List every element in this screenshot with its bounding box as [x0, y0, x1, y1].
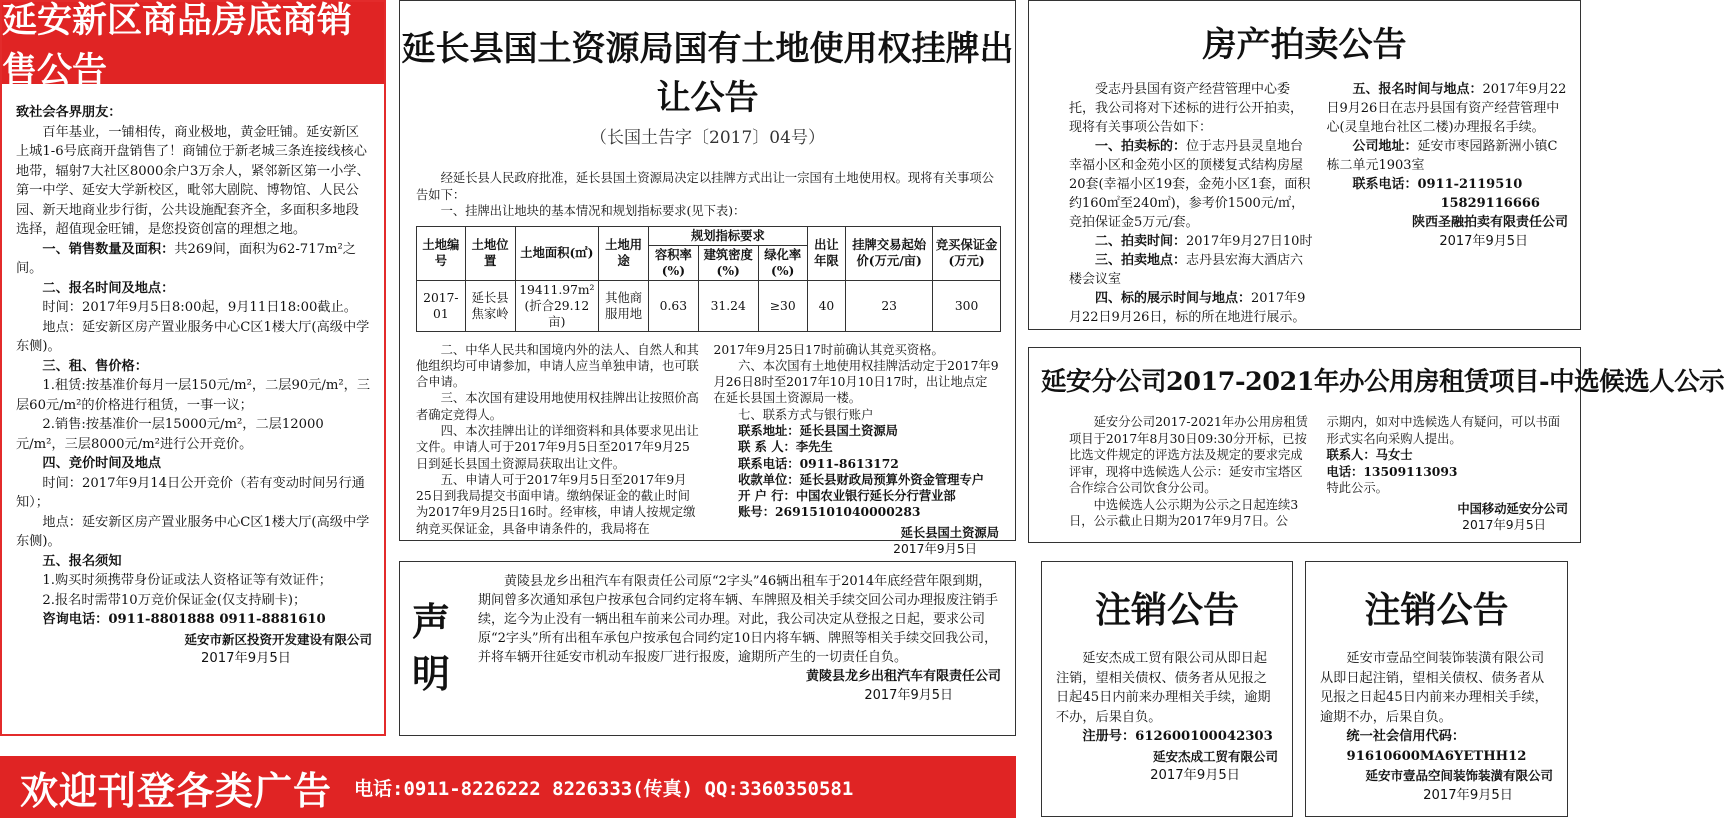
table-header: 容积率(%) — [649, 245, 699, 280]
intro-text: 一、挂牌出让地块的基本情况和规划指标要求(见下表)： — [440, 204, 746, 218]
table-header: 土地用途 — [599, 226, 649, 280]
section-title: 四、标的展示时间与地点： — [1095, 291, 1252, 306]
land-notice-subtitle: （长国土告字〔2017〕04号） — [590, 128, 825, 148]
section-text: 1.租赁:按基准价每月一层150元/m²，二层90元/m²，三层60元/m²的价格进行租赁，一事一议； — [16, 378, 371, 413]
table-cell-text: (折合29.12亩) — [524, 298, 590, 329]
section-title: 一、销售数量及面积： — [42, 241, 175, 257]
section-text: 地点：延安新区房产置业服务中心C区1楼大厅(高级中学东侧)。 — [16, 319, 370, 354]
intro-text: 经延长县人民政府批准，延长县国土资源局决定以挂牌方式出让一宗国有土地使用权。现将有关事项公告如下： — [416, 171, 994, 202]
paragraph: 受志丹县国有资产经营管理中心委托，我公司将对下述标的进行公开拍卖，现将有关事项公告如下： — [1069, 82, 1304, 135]
account: 账号：26915101040000283 — [738, 504, 921, 520]
table-cell-text: 19411.97m² — [519, 282, 595, 297]
cancel-notice-title: 注销公告 — [1094, 589, 1239, 631]
section-text: 时间：2017年9月5日8:00起，9月11日18:00截止。 — [42, 300, 357, 315]
banner-contact: 电话:0911-8226222 8226333(传真) QQ:3360350581 — [354, 777, 854, 800]
section-title: 二、报名时间及地点： — [42, 280, 175, 296]
land-notice — [399, 0, 1016, 557]
table-header: 挂牌交易起始价(万元/亩) — [846, 226, 933, 280]
org-signature: 延长县国土资源局 — [900, 525, 999, 540]
section-title: 二、拍卖时间： — [1095, 234, 1187, 249]
section-text: 2017年9月22日9月26日，标的所在地进行展示。 — [1069, 291, 1306, 325]
land-notice-title: 延长县国土资源局国有土地使用权挂牌出让公告 — [401, 29, 1014, 118]
contact-phone: 联系电话：0911-8613172 — [738, 455, 899, 471]
date: 2017年9月5日 — [1423, 787, 1513, 803]
paragraph: 五、申请人可于2017年9月5日至2017年9月25日到我局提交书面申请。缴纳保证金的截止时间为2017年9月25日16时。经审核，申请人按规定缴纳竞买保证金，具备申请条件的，我局将在 — [416, 472, 696, 536]
table-cell: 40 — [807, 280, 845, 331]
org-signature: 黄陵县龙乡出租汽车有限责任公司 — [805, 669, 1001, 684]
table-cell: 延长县焦家岭 — [465, 280, 515, 331]
paragraph: 七、联系方式与银行账户 — [738, 407, 874, 422]
table-header: 土地编号 — [417, 226, 466, 280]
cancel-text: 延安市壹品空间装饰装潢有限公司从即日起注销，望相关债权、债务者从见报之日起45日内前来办理相关手续，逾期不办，后果自负。 — [1320, 651, 1548, 725]
contact-phone: 电话：13509113093 — [1326, 463, 1458, 479]
table-header: 竞买保证金(万元) — [933, 226, 1001, 280]
statement-text: 黄陵县龙乡出租汽车有限责任公司原“2字头”46辆出租车于2014年底经营年限到期，期间曾多次通知承包户按承包合同约定将车辆、车牌照及相关手续交回公司办理报废注销手续，迄今为止没有一辆出租车前来公司办理。对此，我公司决定从登报之日起，要求公司原“2字头”所有出租车承包户按承包合同约定10日内将车辆、牌照等相关手续交回我公司，并将车辆开往延安市机动车报废厂进行报废，逾期所产生的一切责任自负。 — [478, 574, 999, 665]
paragraph: 二、中华人民共和国境内外的法人、自然人和其他组织均可申请参加，申请人应当单独申请，也可联合申请。 — [416, 342, 699, 390]
table-header: 建筑密度(%) — [698, 245, 758, 280]
section-text: 地点：延安新区房产置业服务中心C区1楼大厅(高级中学东侧)。 — [16, 514, 370, 549]
date: 2017年9月5日 — [1439, 234, 1528, 249]
section-title: 四、竞价时间及地点 — [42, 456, 162, 471]
banner-text: 欢迎刊登各类广告 — [20, 768, 333, 813]
section-title: 三、拍卖地点： — [1095, 253, 1187, 268]
cancel-notice-title: 注销公告 — [1364, 589, 1509, 631]
section-text: 共269间，面积为62-717m²之间。 — [16, 241, 356, 276]
org-signature: 中国移动延安分公司 — [1457, 501, 1568, 516]
auction-notice — [1028, 0, 1581, 330]
section-title: 一、拍卖标的： — [1095, 139, 1187, 154]
section-text: 志丹县宏海大酒店六楼会议室 — [1069, 253, 1304, 287]
credit-code-label: 统一社会信用代码： — [1346, 729, 1466, 744]
section-text: 时间：2017年9月14日公开竞价（若有变动时间另行通知）； — [16, 475, 365, 510]
ad-banner — [0, 756, 1016, 818]
paragraph: 三、本次国有建设用地使用权挂牌出让按照价高者确定竞得人。 — [416, 391, 699, 422]
paragraph: 六、本次国有土地使用权挂牌活动定于2017年9月26日8时至2017年10月10日17时，出让地点定在延长县国土资源局一楼。 — [713, 358, 999, 406]
date: 2017年9月5日 — [893, 542, 977, 557]
lease-notice — [1028, 347, 1724, 543]
org-signature: 延安市壹品空间装饰装潢有限公司 — [1365, 768, 1553, 783]
registration-number: 注册号：612600100042303 — [1082, 729, 1273, 744]
org-signature: 延安市新区投资开发建设有限公司 — [184, 631, 372, 647]
sales-notice-title: 延安新区商品房底商销售公告 — [2, 2, 384, 84]
paragraph: 中选候选人公示期为公示之日起连续3日，公示截止日期为2017年9月7日。公 — [1069, 497, 1299, 528]
paragraph: 示期内，如对中选候选人有疑问，可以书面形式实名向采购人提出。 — [1326, 415, 1561, 446]
contact-phone-2: 15829116666 — [1440, 196, 1540, 211]
cancel-notice-2 — [1305, 561, 1568, 817]
lease-notice-title: 延安分公司2017-2021年办公用房租赁项目-中选候选人公示 — [1041, 367, 1724, 397]
section-text: 位于志丹县灵皇地台幸福小区和金苑小区的顶楼复式结构房屋20套(幸福小区19套，金苑小区1套，面积约160㎡至240㎡)，参考价1500元/㎡，竞拍保证金5万元/套。 — [1069, 139, 1311, 230]
contact-phone: 联系电话：0911-2119510 — [1352, 177, 1523, 192]
payee: 收款单位：延长县财政局预算外资金管理专户 — [738, 471, 985, 487]
table-header: 土地面积(㎡) — [515, 226, 599, 280]
section-title: 公司地址： — [1352, 139, 1418, 154]
date: 2017年9月5日 — [1462, 518, 1546, 532]
org-signature: 陕西圣融拍卖有限责任公司 — [1411, 215, 1568, 230]
date: 2017年9月5日 — [201, 651, 291, 666]
auction-notice-title: 房产拍卖公告 — [1202, 25, 1407, 65]
table-header: 出让年限 — [807, 226, 845, 280]
table-cell: 0.63 — [649, 280, 699, 331]
table-cell: ≥30 — [758, 280, 807, 331]
contact-person: 联 系 人：李先生 — [738, 439, 833, 455]
statement-title: 声明 — [412, 599, 451, 696]
org-signature: 延安杰成工贸有限公司 — [1152, 748, 1278, 764]
paragraph: 四、本次挂牌出让的详细资料和具体要求见出让文件。申请人可于2017年9月5日至2017年9月25日到延长县国土资源局获取出让文件。 — [416, 423, 699, 471]
table-cell: 300 — [933, 280, 1001, 331]
date: 2017年9月5日 — [1150, 768, 1240, 783]
table-cell: 23 — [846, 280, 933, 331]
contact-phone: 咨询电话：0911-8801888 0911-8881610 — [42, 612, 326, 627]
section-text: 2.报名时需带10万竞价保证金(仅支持刷卡)； — [42, 592, 307, 608]
section-text: 延安市枣园路新洲小镇C栋二单元1903室 — [1326, 139, 1558, 173]
bank: 开 户 行：中国农业银行延长分行营业部 — [738, 488, 956, 504]
table-header: 土地位置 — [465, 226, 515, 280]
sales-notice — [0, 0, 386, 736]
table-cell: 31.24 — [698, 280, 758, 331]
statement-notice — [399, 561, 1016, 736]
section-text: 2017年9月22日9月26日在志丹县国有资产经营管理中心(灵皇地台社区二楼)办理报名手续。 — [1326, 82, 1567, 135]
cancel-text: 延安杰成工贸有限公司从即日起注销，望相关债权、债务者从见报之日起45日内前来办理相关手续，逾期不办，后果自负。 — [1056, 651, 1271, 725]
table-header: 规划指标要求 — [649, 226, 808, 245]
section-text: 2017年9月27日10时 — [1186, 234, 1313, 249]
date: 2017年9月5日 — [864, 688, 953, 703]
table-header: 绿化率(%) — [758, 245, 807, 280]
table-cell: 其他商服用地 — [599, 280, 649, 331]
contact-address: 联系地址：延长县国土资源局 — [738, 422, 898, 438]
table-cell — [515, 280, 599, 331]
paragraph: 延安分公司2017-2021年办公用房租赁项目于2017年8月30日09:30分开标，已按比选文件规定的评选方法及规定的要求完成评审，现将中选候选人公示：延安市宝塔区合作综合公司饮食分公司。 — [1069, 415, 1308, 495]
land-table — [416, 226, 1001, 332]
cancel-notice-1 — [1041, 561, 1293, 817]
closing-text: 特此公示。 — [1326, 481, 1388, 495]
contact-person: 联系人：马女士 — [1326, 447, 1413, 462]
intro-text: 百年基业，一铺相传，商业极地，黄金旺铺。延安新区上城1-6号底商开盘销售了！商铺位于新老城三条连接线核心地带，辐射7大社区8000余户3万余人，紧邻新区第一小学、第一中学、延安大学新校区，毗邻大剧院、博物馆、人民公园、新天地商业步行街，公共设施配套齐全，多面积多地段选择，超值现金旺铺，是您投资创富的理想之地。 — [16, 124, 370, 237]
section-title: 三、租、售价格： — [42, 358, 148, 374]
section-text: 2.销售:按基准价一层15000元/m²，二层12000元/m²，三层8000元/m²进行公开竞价。 — [16, 417, 324, 452]
section-text: 1.购买时须携带身份证或法人资格证等有效证件； — [42, 573, 332, 588]
section-title: 五、报名须知 — [42, 553, 122, 569]
table-cell: 2017-01 — [417, 280, 466, 331]
credit-code: 91610600MA6YETHH12 — [1346, 748, 1527, 764]
greeting: 致社会各界朋友： — [16, 105, 122, 120]
section-title: 五、报名时间与地点： — [1352, 82, 1483, 97]
paragraph: 2017年9月25日17时前确认其竞买资格。 — [713, 342, 944, 357]
